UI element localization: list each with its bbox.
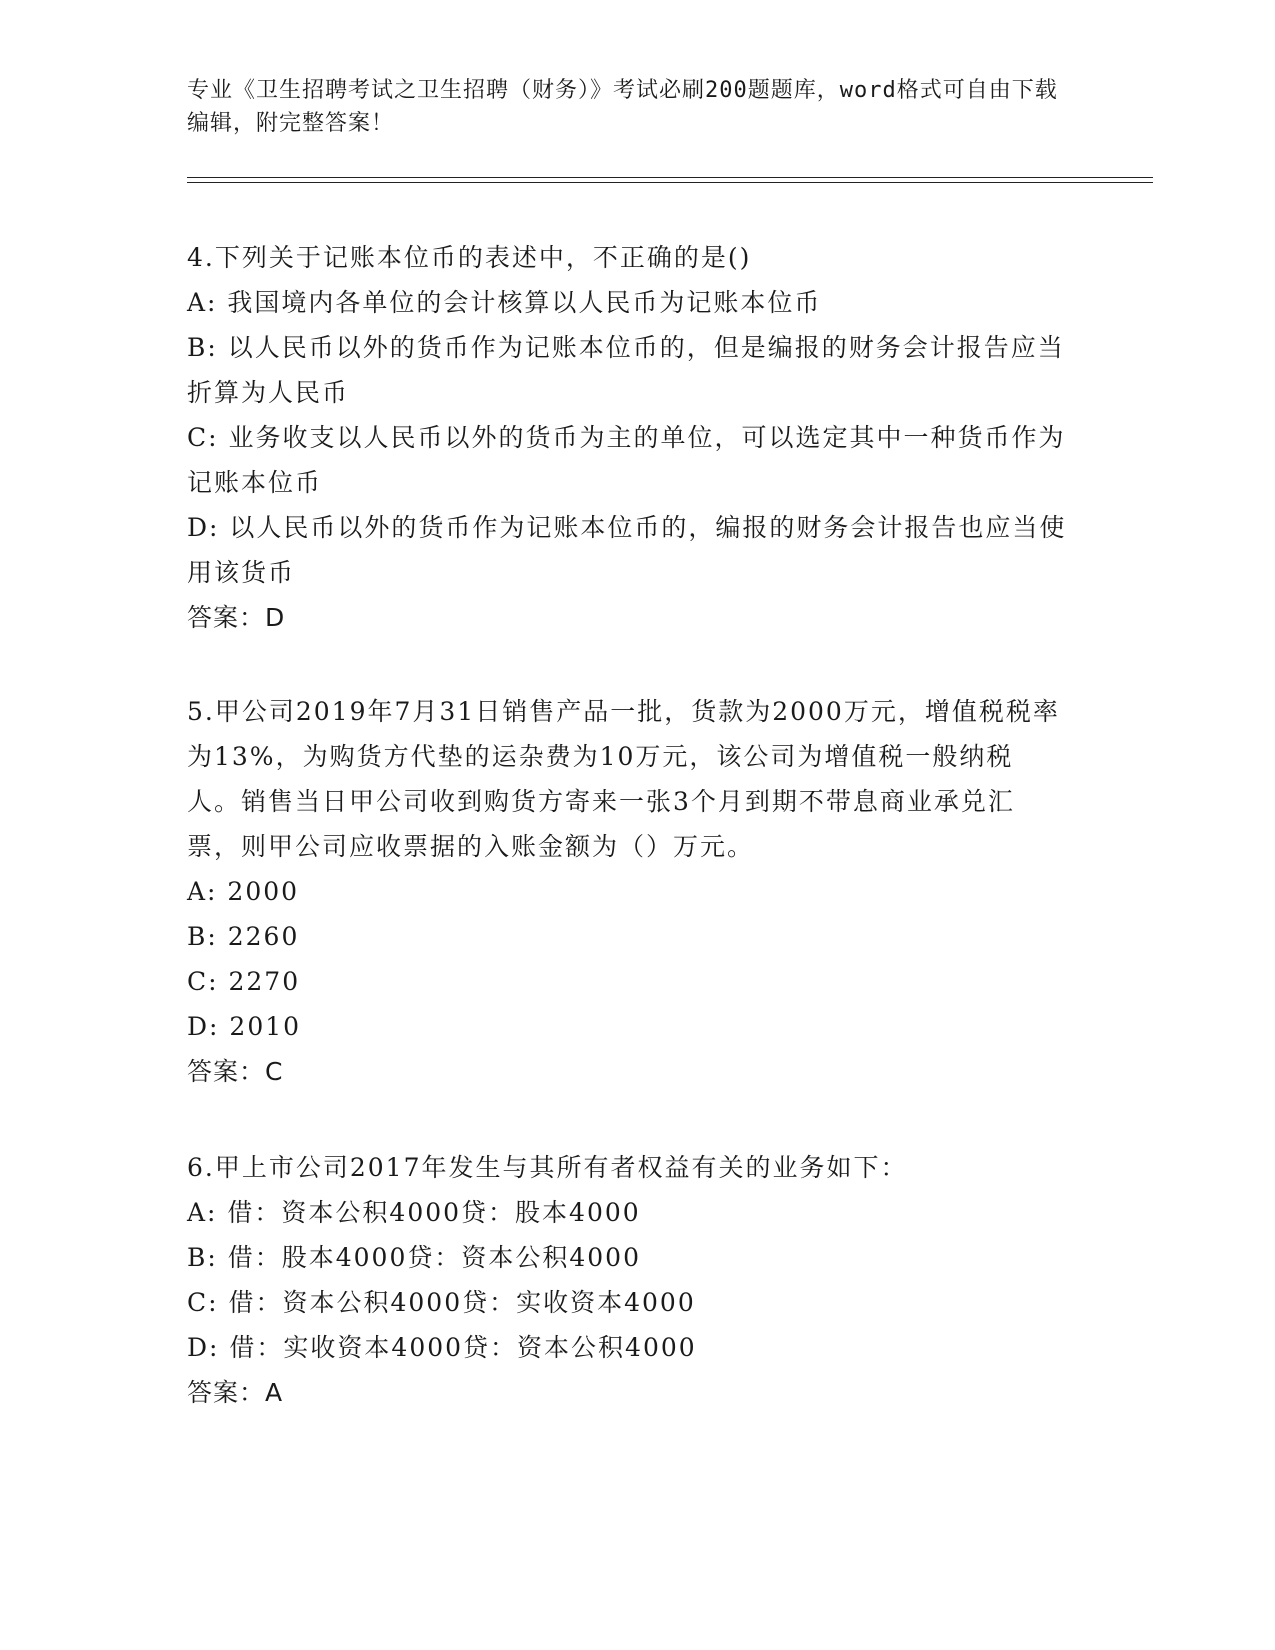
option-a: A: 2000 [187,877,300,906]
question-4 [187,235,1067,640]
option-a: A: 借：资本公积4000贷：股本4000 [187,1198,641,1227]
question-5 [187,689,1067,1094]
answer-line: 答案：D [187,603,286,632]
option-b: B: 以人民币以外的货币作为记账本位币的，但是编报的财务会计报告应当折算为人民币 [187,333,1065,407]
option-d: D: 借：实收资本4000贷：资本公积4000 [187,1333,697,1362]
option-a: A: 我国境内各单位的会计核算以人民币为记账本位币 [187,288,822,317]
option-c: C: 借：资本公积4000贷：实收资本4000 [187,1288,696,1317]
option-c: C: 2270 [187,967,301,996]
option-c: C: 业务收支以人民币以外的货币为主的单位，可以选定其中一种货币作为记账本位币 [187,423,1066,497]
header-divider-top [187,177,1153,178]
header-divider-bottom [187,182,1153,183]
option-d: D: 以人民币以外的货币作为记账本位币的，编报的财务会计报告也应当使用该货币 [187,513,1067,587]
option-d: D: 2010 [187,1012,302,1041]
question-stem: 4.下列关于记账本位币的表述中，不正确的是() [187,243,752,272]
option-b: B: 2260 [187,922,300,951]
answer-line: 答案：C [187,1057,284,1086]
question-stem: 5.甲公司2019年7月31日销售产品一批，货款为2000万元，增值税税率为13%，为购货方代垫的运杂费为10万元，该公司为增值税一般纳税人。销售当日甲公司收到购货方寄来一张3个月到期不带息商业承兑汇票，则甲公司应收票据的入账金额为（）万元。 [187,697,1060,861]
document-header: 专业《卫生招聘考试之卫生招聘（财务）》考试必刷200题题库，word格式可自由下载编辑，附完整答案！ [187,78,1058,136]
question-stem: 6.甲上市公司2017年发生与其所有者权益有关的业务如下： [187,1153,908,1182]
question-6 [187,1145,1067,1415]
answer-line: 答案：A [187,1378,284,1407]
option-b: B: 借：股本4000贷：资本公积4000 [187,1243,641,1272]
